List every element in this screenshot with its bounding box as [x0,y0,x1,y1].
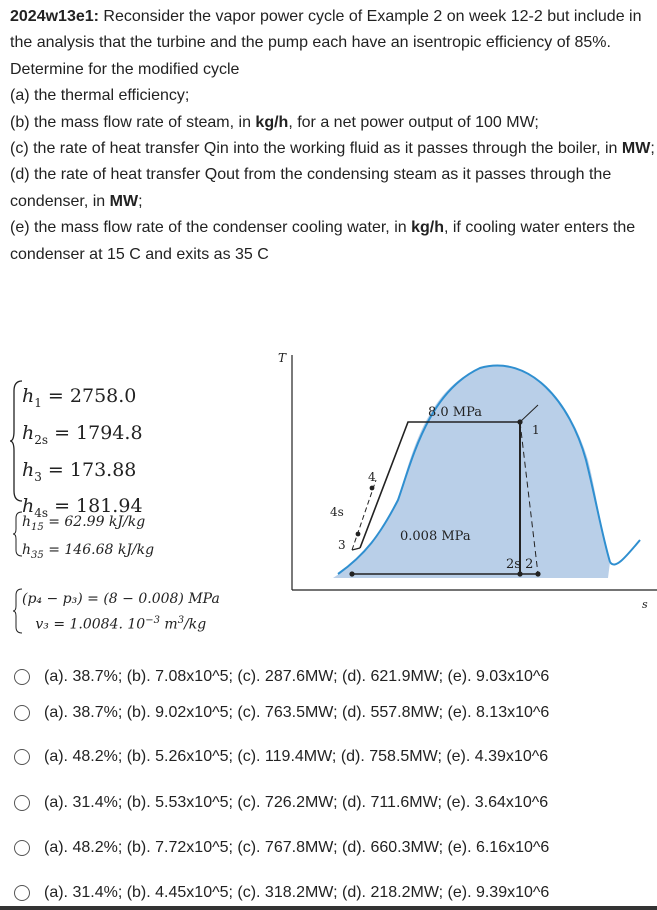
question-intro [10,4,656,83]
radio-button[interactable] [14,749,30,765]
eq-pressure-diff: (p₄ − p₃) = (8 − 0.008) MPa [22,591,220,607]
label-state-3: 3 [338,538,346,552]
axis-label-s: s [642,598,648,611]
option-1[interactable]: (a). 38.7%; (b). 7.08x10^5; (c). 287.6MW; (d). 621.9MW; (e). 9.03x10^6 [14,665,549,689]
pump-equations [22,588,220,636]
label-state-4s: 4s [330,505,344,519]
enthalpy-equations [22,381,143,528]
state-point-3 [349,571,354,576]
radio-button[interactable] [14,795,30,811]
part-b: (b) the mass flow rate of steam, in kg/h, for a net power output of 100 MW; [10,113,539,131]
eq-h15: $h_{15} = 62.99$ kJ/kg [22,514,146,533]
eq-specific-volume: v₃ = 1.0084. $10^{-3}$ $m^3/kg$ [35,615,207,633]
ts-diagram [280,350,657,610]
label-high-pressure: 8.0 MPa [428,405,483,420]
part-d: (d) the rate of heat transfer Qout from the condensing steam as it passes through the condenser, in MW; [10,166,612,210]
left-brace-icon [10,379,24,503]
radio-button[interactable] [14,669,30,685]
label-state-2s-2: 2s 2 [506,557,534,572]
left-brace-icon [13,511,23,557]
label-state-4: 4 [368,470,376,484]
question-intro-text: Reconsider the vapor power cycle of Example 2 on week 12-2 but include in the analysis that the turbine and the pump each have an isentropic efficiency of 85%. Determine for the modified cycle [10,8,642,78]
question-text [10,4,656,268]
option-3[interactable]: (a). 48.2%; (b). 5.26x10^5; (c). 119.4MW; (d). 758.5MW; (e). 4.39x10^6 [14,745,548,769]
bottom-divider [0,906,657,910]
label-low-pressure: 0.008 MPa [400,529,471,544]
question-id: 2024w13e1: [10,8,99,25]
eq-h35: $h_{35} = 146.68$ kJ/kg [22,541,155,561]
radio-button[interactable] [14,705,30,721]
water-enthalpy-equations [22,511,154,567]
superheat-curve [610,540,640,565]
radio-button[interactable] [14,840,30,856]
eq-h2s: $h_{2s} = 1794.8$ [22,421,143,447]
option-6[interactable]: (a). 31.4%; (b). 4.45x10^5; (c). 318.2MW; (d). 218.2MW; (e). 9.39x10^6 [14,881,549,905]
eq-h3: $h_3 = 173.88$ [22,458,137,484]
part-e: (e) the mass flow rate of the condenser cooling water, in kg/h, if cooling water enters the condenser at 15 C and exits as 35 C [10,219,636,263]
eq-h4s: $h_{4s} = 181.94$ [22,495,143,521]
state-point-2s [517,571,522,576]
option-4[interactable]: (a). 31.4%; (b). 5.53x10^5; (c). 726.2MW; (d). 711.6MW; (e). 3.64x10^6 [14,791,548,815]
label-state-1: 1 [532,423,540,437]
state-point-1 [517,419,522,424]
option-2[interactable]: (a). 38.7%; (b). 9.02x10^5; (c). 763.5MW; (d). 557.8MW; (e). 8.13x10^6 [14,701,549,725]
part-c: (c) the rate of heat transfer Qin into the working fluid as it passes through the boiler, in MW; [10,140,655,158]
axis-label-t: T [278,351,287,365]
state-point-2 [535,571,540,576]
pump-isentropic [352,548,360,550]
radio-button[interactable] [14,885,30,901]
state-point-4s [356,532,361,537]
left-brace-icon [13,588,23,634]
option-5[interactable]: (a). 48.2%; (b). 7.72x10^5; (c). 767.8MW; (d). 660.3MW; (e). 6.16x10^6 [14,836,549,860]
part-a: (a) the thermal efficiency; [10,87,190,105]
state-point-4 [370,486,375,491]
eq-h1: $h_1 = 2758.0$ [22,385,137,410]
